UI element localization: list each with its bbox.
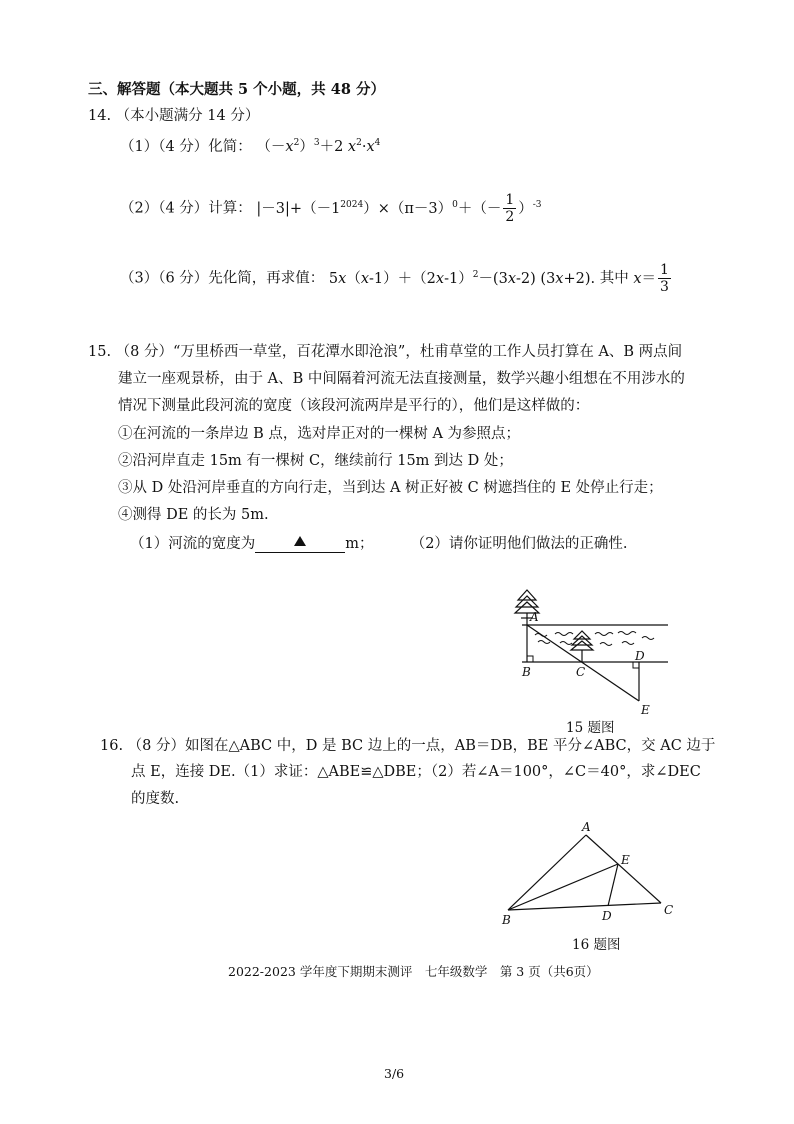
q16-line-3: 的度数. [131, 791, 180, 807]
segment-ab [508, 835, 586, 910]
q16-line-2: 点 E，连接 DE.（1）求证：△ABE≌△DBE；（2）若∠A＝100°，∠C＝40°，求∠DEC [131, 764, 701, 780]
q14-part1-expression: $(-x^2)^3+2$ $x^2\cdot x^4$ [256, 138, 381, 155]
fraction-one-half: $\frac{1}{2}$ [505, 192, 515, 225]
figure-15-caption: 15 题图 [566, 720, 615, 736]
figure-16 [498, 820, 688, 930]
fig15-label-e: E [641, 703, 650, 717]
figure-15 [510, 588, 680, 718]
segment-ac [586, 835, 661, 903]
q15-sub-1: （1）河流的宽度为 [130, 536, 256, 552]
segment-bc [508, 903, 661, 910]
fig16-label-b: B [502, 913, 511, 927]
segment-be [508, 864, 618, 910]
q15-step-2: ②沿河岸直走 15m 有一棵树 C，继续前行 15m 到达 D 处； [118, 453, 513, 469]
fig16-label-e: E [621, 853, 630, 867]
q15-intro-line-1: 15. （8 分）“万里桥西一草堂，百花潭水即沧浪”，杜甫草堂的工作人员打算在 A、B 两点间 [88, 344, 683, 360]
q14-part3-condition: 其中 [599, 270, 629, 287]
fig15-label-d: D [635, 649, 645, 663]
q14-part3-label: （3）（6 分）先化简，再求值： [120, 270, 325, 287]
page-footer: 2022-2023 学年度下期期末测评 七年级数学 第 3 页（共6页） [228, 964, 599, 979]
q16-line-1: 16. （8 分）如图在△ABC 中，D 是 BC 边上的一点，AB＝DB，BE 平分∠ABC，交 AC 边于 [100, 738, 716, 754]
q14-part1-label: （1）（4 分）化简： [120, 139, 252, 155]
q15-number: 15. [88, 344, 112, 360]
segment-de [608, 864, 618, 906]
q14-number: 14. [88, 108, 112, 124]
q14-part3-expression: $5x(x-1)+(2x-1)^2-(3x-2)$ (3x+2). [328, 269, 596, 287]
water-waves [535, 632, 654, 646]
q14-part3-value: x＝ $\frac{1}{3}$ [633, 262, 669, 295]
fig16-label-a: A [582, 820, 591, 834]
q15-step-1: ①在河流的一条岸边 B 点，选对岸正对的一棵树 A 为参照点； [118, 426, 521, 442]
right-angle-b [527, 656, 533, 662]
q14-header [88, 106, 259, 126]
fig15-label-a: A [530, 610, 539, 624]
fig15-label-c: C [576, 665, 586, 679]
q14-part2 [120, 192, 542, 225]
q14-part1 [120, 137, 380, 157]
q15-step-3: ③从 D 处沿河岸垂直的方向行走，当到达 A 树正好被 C 树遮挡住的 E 处停止行走； [118, 480, 663, 496]
q16-number: 16. [100, 738, 124, 754]
answer-blank [255, 532, 345, 553]
fig16-label-d: D [602, 909, 612, 923]
q15-intro-line-3: 情况下测量此段河流的宽度（该段河流两岸是平行的），他们是这样做的： [118, 398, 590, 414]
q15-subquestions: （1）河流的宽度为 m； （2）请你证明他们做法的正确性. [130, 534, 628, 555]
section-title: 三、解答题（本大题共 5 个小题，共 48 分） [88, 81, 385, 98]
q14-part3 [120, 262, 673, 295]
q14-score: （本小题满分 14 分） [115, 108, 260, 124]
q15-intro-line-2: 建立一座观景桥，由于 A、B 中间隔着河流无法直接测量，数学兴趣小组想在不用涉水的 [118, 371, 685, 387]
fig15-label-b: B [522, 665, 531, 679]
q15-step-4: ④测得 DE 的长为 5m. [118, 507, 269, 523]
fraction-one-third: $\frac{1}{3}$ [660, 262, 669, 295]
q14-part2-expression: $|-3|+(-1^{2024})\times(\pi-3)^0+(-$ $\frac{1}{2}$ ）$^{-3}$ [256, 192, 542, 225]
page-number: 3/6 [384, 1066, 405, 1081]
q15-sub-2: （2）请你证明他们做法的正确性. [410, 536, 628, 552]
fig16-label-c: C [664, 903, 674, 917]
triangle-marker-icon [294, 536, 306, 546]
q14-part2-label: （2）（4 分）计算： [120, 200, 252, 217]
figure-16-caption: 16 题图 [572, 937, 621, 953]
